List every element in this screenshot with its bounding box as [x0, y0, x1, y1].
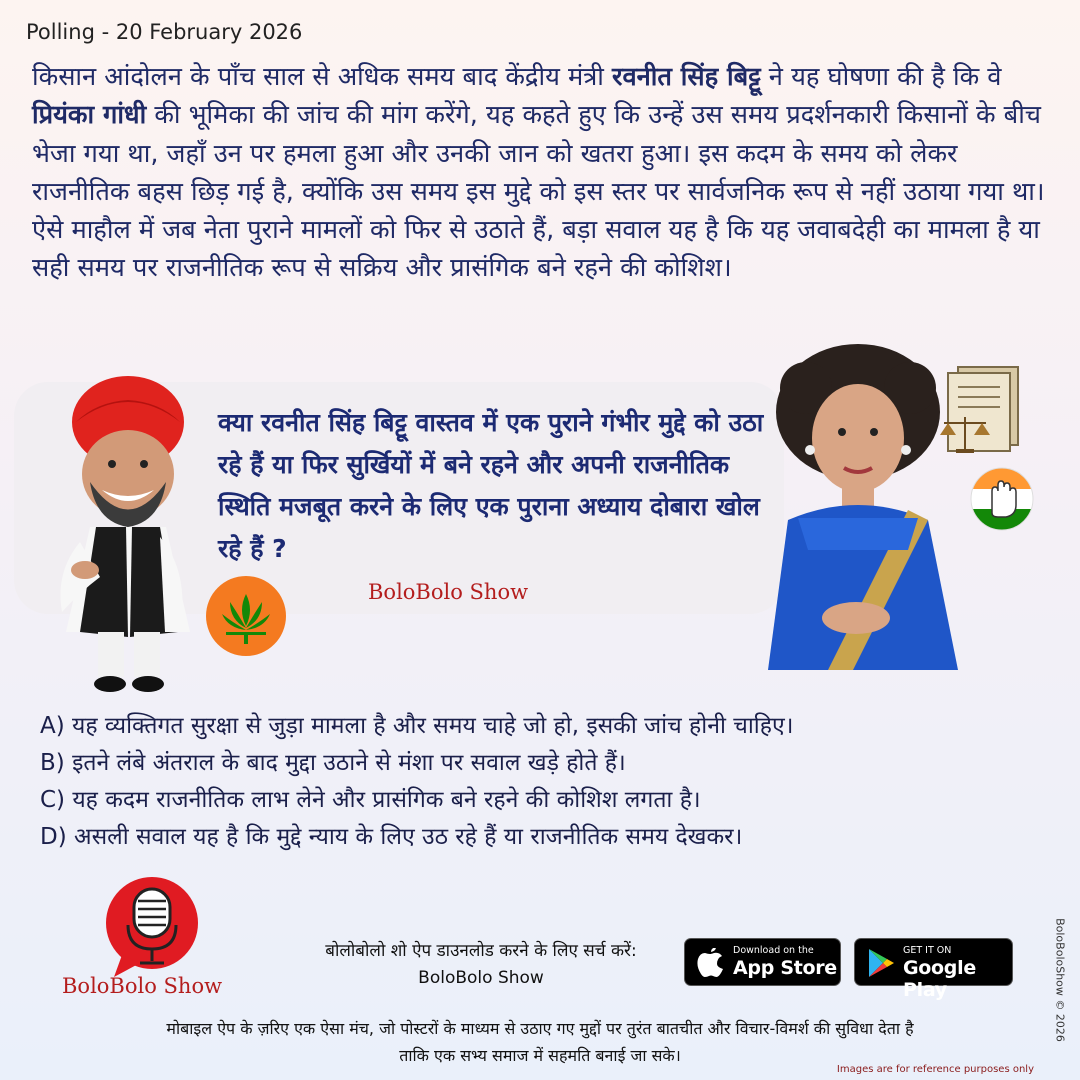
app-store-button[interactable]	[684, 938, 841, 986]
intro-name-bittu: रवनीत सिंह बिट्टू	[612, 62, 761, 92]
footer-description	[40, 1015, 1040, 1069]
poll-options	[40, 708, 1040, 856]
intro-paragraph	[32, 58, 1047, 288]
bittu-caricature	[40, 362, 220, 697]
intro-text-1: किसान आंदोलन के पाँच साल से अधिक समय बाद केंद्रीय मंत्री	[32, 62, 613, 92]
copyright-vertical	[1050, 900, 1070, 1060]
brand-name: BoloBolo Show	[62, 974, 223, 998]
google-play-button[interactable]	[854, 938, 1013, 1001]
copyright-text: BoloBoloShow © 2026	[1053, 918, 1067, 1042]
app-store-small-label: Download on the	[733, 945, 814, 956]
download-text-app-name: BoloBolo Show	[418, 968, 544, 988]
footer-line-2: ताकि एक सभ्य समाज में सहमति बनाई जा सके।	[399, 1046, 681, 1065]
apple-icon	[697, 948, 725, 978]
app-store-label: App Store	[733, 957, 837, 979]
google-play-icon	[867, 948, 895, 978]
poll-option-c[interactable]: C) यह कदम राजनीतिक लाभ लेने और प्रासंगिक बने रहने की कोशिश लगता है।	[40, 787, 701, 813]
download-text-hindi: बोलोबोलो शो ऐप डाउनलोड करने के लिए सर्च करें:	[325, 941, 637, 961]
poll-option-b[interactable]: B) इतने लंबे अंतराल के बाद मुद्दा उठाने से मंशा पर सवाल खड़े होते हैं।	[40, 750, 626, 776]
priyanka-caricature	[758, 340, 968, 670]
intro-text-3: की भूमिका की जांच की मांग करेंगे, यह कहते हुए कि उन्हें उस समय प्रदर्शनकारी किसानों के बीच भेजा गया था, जहाँ उन पर हमला हुआ और उनकी जान को खतरा हुआ। इस कदम के समय को लेकर राजनीतिक बहस छिड़ गई है, क्योंकि उस समय इस मुद्दे को इस स्तर पर सार्वजनिक रूप से नहीं उठाया गया था। ऐसे माहौल में जब नेता पुराने मामलों को फिर से उठाते हैं, बड़ा सवाल यह है कि यह जवाबदेही का मामला है या सही समय पर राजनीतिक रूप से सक्रिय और प्रासंगिक बने रहने की कोशिश।	[32, 100, 1045, 284]
intro-text-2: ने यह घोषणा की है कि वे	[760, 62, 1002, 92]
google-play-small-label: GET IT ON	[903, 945, 952, 956]
bjp-lotus-icon	[204, 574, 288, 658]
poll-question: क्या रवनीत सिंह बिट्टू वास्तव में एक पुराने गंभीर मुद्दे को उठा रहे हैं या फिर सुर्खियों में बने रहने और अपनी राजनीतिक स्थिति मजबूत करने के लिए एक पुराना अध्याय दोबारा खोल रहे हैं ?	[218, 408, 764, 563]
image-disclaimer: Images are for reference purposes only	[836, 1064, 1034, 1075]
brand-watermark: BoloBolo Show	[368, 580, 529, 604]
intro-name-priyanka: प्रियंका गांधी	[32, 100, 147, 131]
google-play-label: Google Play	[903, 957, 976, 1001]
download-instructions	[296, 938, 666, 992]
poll-option-d[interactable]: D) असली सवाल यह है कि मुद्दे न्याय के लिए उठ रहे हैं या राजनीतिक समय देखकर।	[40, 824, 743, 850]
congress-hand-icon	[970, 467, 1034, 531]
legal-documents-icon	[938, 365, 1028, 455]
poll-option-a[interactable]: A) यह व्यक्तिगत सुरक्षा से जुड़ा मामला है और समय चाहे जो हो, इसकी जांच होनी चाहिए।	[40, 713, 794, 739]
footer-line-1: मोबाइल ऐप के ज़रिए एक ऐसा मंच, जो पोस्टरों के माध्यम से उठाए गए मुद्दों पर तुरंत बातचीत और विचार-विमर्श की सुविधा देता है	[166, 1019, 914, 1038]
poll-date: Polling - 20 February 2026	[26, 20, 303, 44]
